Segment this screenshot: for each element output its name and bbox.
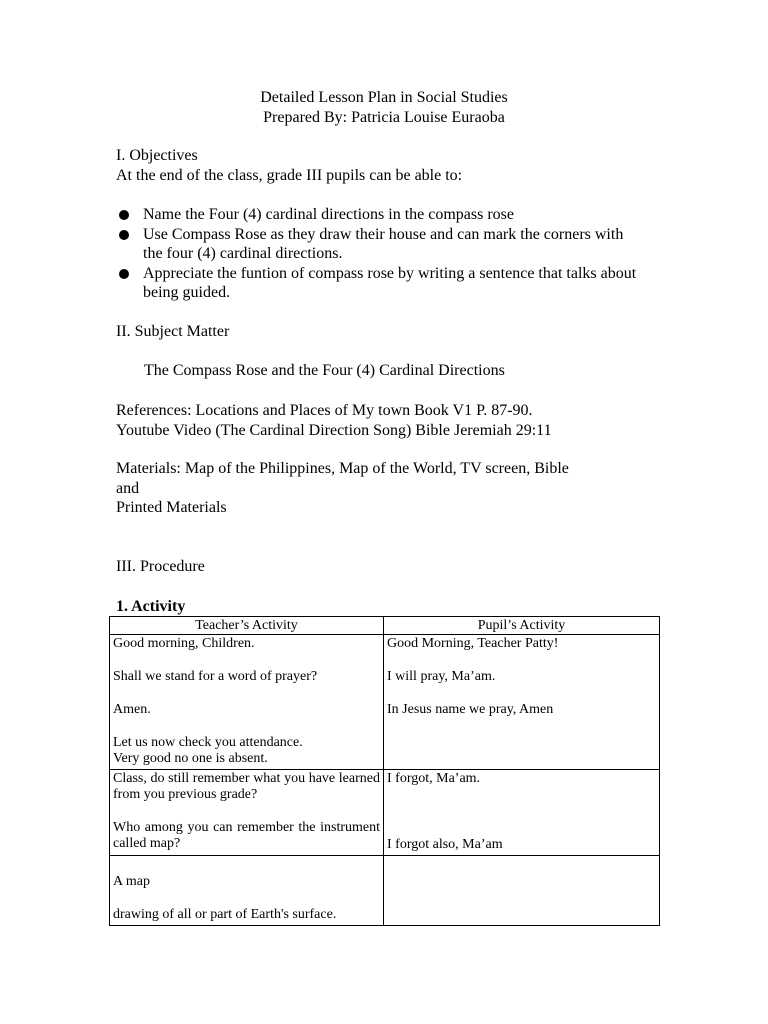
objective-item bbox=[116, 205, 646, 225]
materials-line-2: and bbox=[116, 480, 140, 497]
bullet-icon bbox=[119, 269, 129, 279]
activity-table bbox=[109, 616, 660, 926]
objectives-list bbox=[116, 205, 646, 303]
pupil-line: I will pray, Ma’am. bbox=[387, 669, 496, 684]
objective-item bbox=[116, 264, 646, 303]
teacher-line: drawing of all or part of Earth's surface. bbox=[113, 907, 337, 922]
subject-matter-heading: II. Subject Matter bbox=[116, 323, 230, 340]
teacher-line: Amen. bbox=[113, 702, 151, 717]
table-row bbox=[110, 635, 660, 770]
objective-item bbox=[116, 225, 646, 264]
table-row bbox=[110, 770, 660, 856]
objective-text: Use Compass Rose as they draw their house and can mark the corners with the four (4) cardinal directions. bbox=[143, 225, 624, 262]
bullet-icon bbox=[119, 230, 129, 240]
pupil-column-header: Pupil’s Activity bbox=[384, 617, 660, 635]
references-line-1: References: Locations and Places of My town Book V1 P. 87-90. bbox=[116, 402, 533, 419]
pupil-cell bbox=[384, 770, 660, 856]
teacher-line: Let us now check you attendance. bbox=[113, 735, 303, 750]
teacher-column-header: Teacher’s Activity bbox=[110, 617, 384, 635]
teacher-line: Who among you can remember the instrument called map? bbox=[113, 820, 380, 851]
pupil-line: I forgot also, Ma’am bbox=[387, 837, 503, 852]
objective-text: Appreciate the funtion of compass rose by writing a sentence that talks about being guided. bbox=[143, 264, 637, 301]
objective-text: Name the Four (4) cardinal directions in the compass rose bbox=[143, 206, 514, 223]
objectives-heading: I. Objectives bbox=[116, 147, 198, 164]
objectives-intro: At the end of the class, grade III pupils can be able to: bbox=[116, 167, 463, 184]
pupil-line: In Jesus name we pray, Amen bbox=[387, 702, 554, 717]
teacher-cell bbox=[110, 635, 384, 770]
teacher-line: Class, do still remember what you have learned from you previous grade? bbox=[113, 771, 380, 802]
table-header-row bbox=[110, 617, 660, 635]
table-row bbox=[110, 856, 660, 926]
activity-heading: 1. Activity bbox=[116, 598, 186, 615]
document-title: Detailed Lesson Plan in Social Studies bbox=[260, 89, 508, 106]
materials-line-3: Printed Materials bbox=[116, 499, 227, 516]
subject-topic: The Compass Rose and the Four (4) Cardinal Directions bbox=[144, 362, 505, 379]
pupil-cell bbox=[384, 856, 660, 926]
teacher-line: A map bbox=[113, 874, 150, 889]
teacher-cell bbox=[110, 856, 384, 926]
teacher-line: Shall we stand for a word of prayer? bbox=[113, 669, 318, 684]
pupil-line: Good Morning, Teacher Patty! bbox=[387, 636, 559, 651]
pupil-cell bbox=[384, 635, 660, 770]
pupil-line: I forgot, Ma’am. bbox=[387, 771, 481, 786]
teacher-cell bbox=[110, 770, 384, 856]
prepared-by: Prepared By: Patricia Louise Euraoba bbox=[263, 109, 505, 126]
materials-line-1: Materials: Map of the Philippines, Map of the World, TV screen, Bible bbox=[116, 460, 569, 477]
teacher-line: Very good no one is absent. bbox=[113, 751, 268, 766]
teacher-line: Good morning, Children. bbox=[113, 636, 255, 651]
bullet-icon bbox=[119, 210, 129, 220]
procedure-heading: III. Procedure bbox=[116, 558, 205, 575]
references-line-2: Youtube Video (The Cardinal Direction Song) Bible Jeremiah 29:11 bbox=[116, 422, 552, 439]
